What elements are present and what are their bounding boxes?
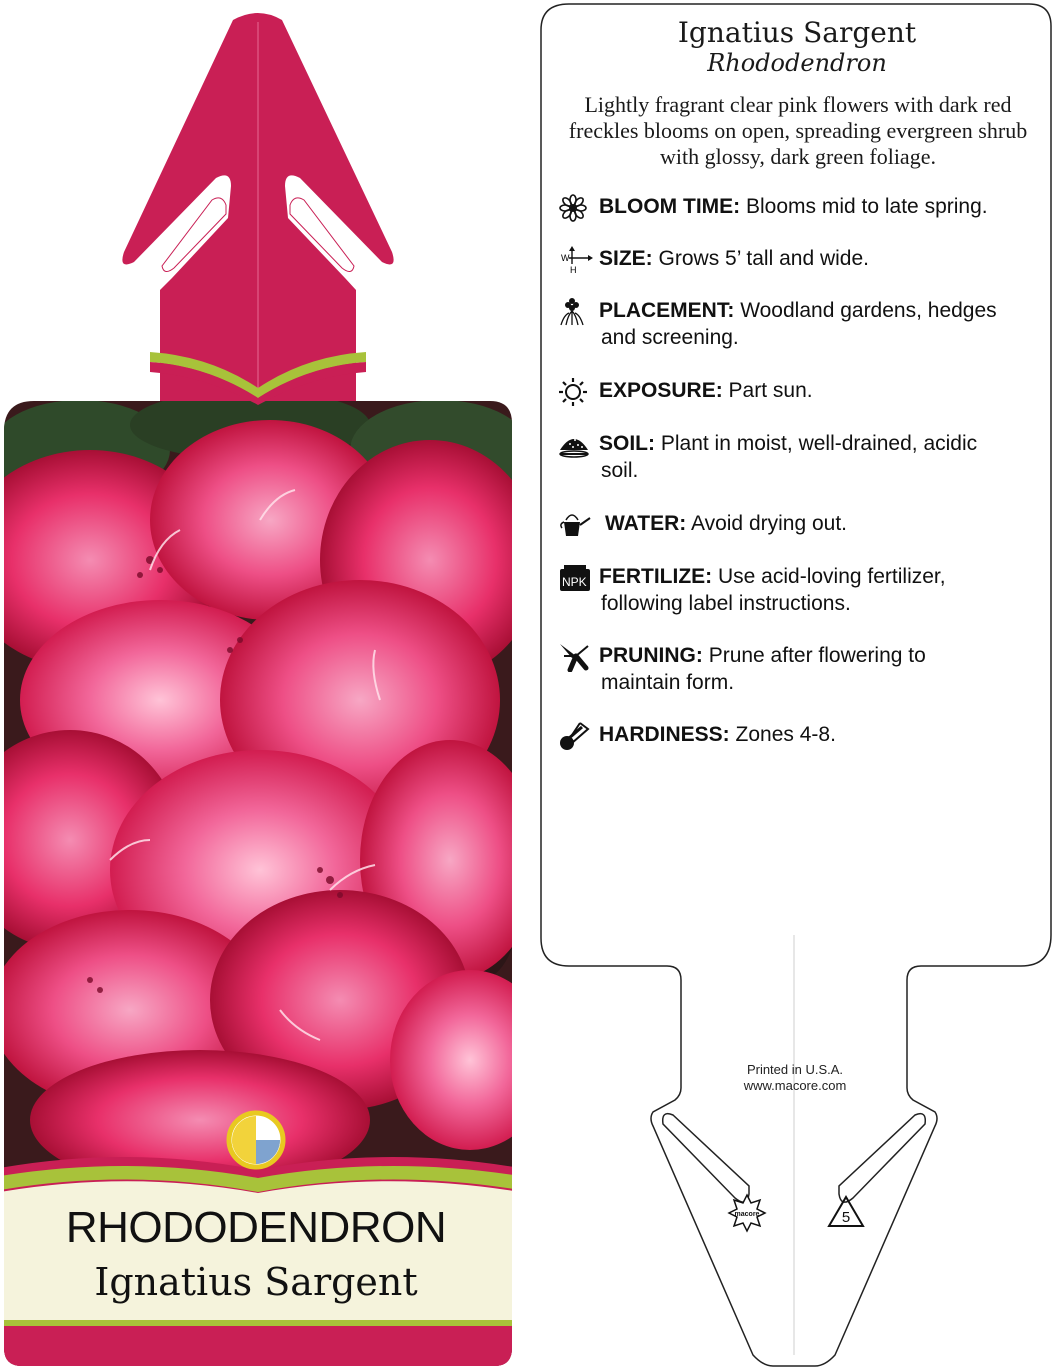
website: www.macore.com <box>743 1078 847 1093</box>
care-text: Blooms mid to late spring. <box>746 195 988 218</box>
care-text: Grows 5’ tall and wide. <box>658 247 869 270</box>
exposure-badge-icon <box>229 1113 283 1167</box>
back-title: Ignatius Sargent <box>677 16 917 49</box>
care-label: SIZE: <box>599 247 653 270</box>
pruning-shears-icon <box>558 642 596 672</box>
front-variety-name: Ignatius Sargent <box>94 1260 418 1304</box>
printed-in: Printed in U.S.A. <box>746 1062 844 1077</box>
flower-icon <box>558 193 596 223</box>
care-label: WATER: <box>605 512 687 535</box>
soil-mound-icon <box>558 430 596 460</box>
care-label: PRUNING: <box>599 644 703 667</box>
care-text: Woodland gardens, hedges <box>740 299 997 322</box>
care-text: Prune after flowering to <box>708 644 926 667</box>
size-arrows-icon <box>558 245 596 275</box>
care-text: Use acid-loving fertilizer, <box>718 565 946 588</box>
width-letter: W <box>561 253 570 263</box>
care-text: Plant in moist, well-drained, acidic <box>660 432 978 455</box>
care-text-continued: soil. <box>601 459 639 482</box>
height-letter: H <box>570 265 577 275</box>
placement-plants-icon <box>558 297 596 327</box>
care-label: BLOOM TIME: <box>599 195 741 218</box>
care-text: Avoid drying out. <box>690 512 847 535</box>
macore-logo-text: macore <box>734 1211 760 1218</box>
thermometer-icon <box>558 721 596 751</box>
care-label: EXPOSURE: <box>599 379 723 402</box>
back-description: Lightly fragrant clear pink flowers with dark red freckles blooms on open, spreading evergreen shrub with glossy, dark green foliage. <box>568 92 1028 169</box>
recycle-code: 5 <box>841 1209 851 1226</box>
care-label: HARDINESS: <box>599 723 730 746</box>
care-text: Zones 4-8. <box>735 723 836 746</box>
care-text-continued: and screening. <box>601 326 739 349</box>
fertilizer-npk-icon <box>558 563 596 593</box>
care-text: Part sun. <box>728 379 813 402</box>
care-text-continued: maintain form. <box>601 671 735 694</box>
care-label: PLACEMENT: <box>599 299 735 322</box>
watering-can-icon <box>558 510 596 540</box>
front-genus-name: RHODODENDRON <box>65 1203 447 1252</box>
front-tag <box>0 0 520 1369</box>
back-botanical-name: Rhododendron <box>707 49 887 77</box>
sun-icon <box>558 377 596 407</box>
care-label: SOIL: <box>599 432 655 455</box>
care-text-continued: following label instructions. <box>601 592 851 615</box>
care-label: FERTILIZE: <box>599 565 713 588</box>
print-info <box>690 1062 900 1094</box>
npk-letters: NPK <box>562 575 587 589</box>
recycle-5-icon <box>826 1194 866 1230</box>
macore-logo-icon <box>727 1193 767 1233</box>
